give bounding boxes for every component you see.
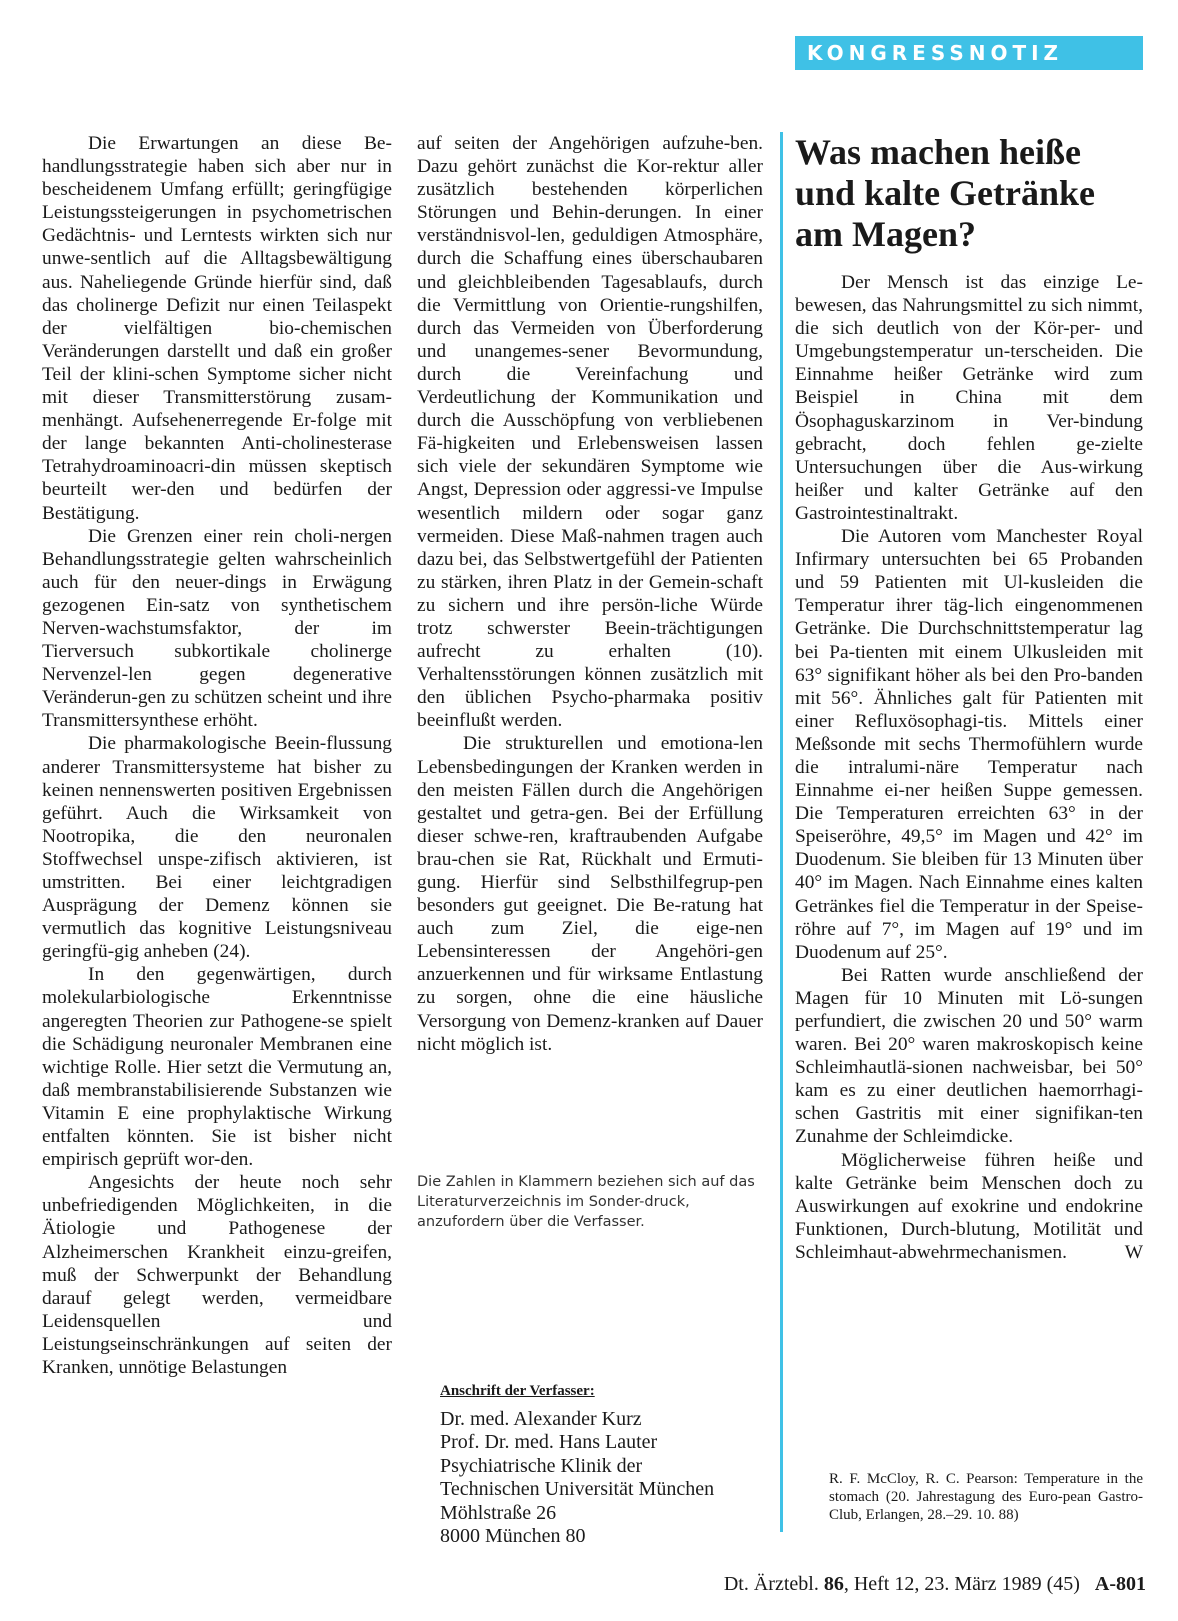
sidebar-headline: Was machen heiße und kalte Getränke am Magen? [795, 132, 1096, 254]
footnote: Die Zahlen in Klammern beziehen sich auf das Literaturverzeichnis im Sonder-druck, anzufordern über die Verfasser. [417, 1174, 755, 1230]
address-label: Anschrift der Verfasser: [440, 1383, 595, 1399]
paragraph: In den gegenwärtigen, durch molekularbiologische Erkenntnisse angeregten Theorien zur Pathogene-se spielt die Schädigung neuronaler Membranen eine wichtige Rolle. Hier setzt die Vermutung an, daß membranstabilisierende Substanzen wie Vitamin E eine prophylaktische Wirkung entfalten könnten. Sie ist bisher nicht empirisch geprüft wor-den. [42, 964, 392, 1171]
address-line: Psychiatrische Klinik der [440, 1454, 643, 1477]
address-line: Dr. med. Alexander Kurz [440, 1407, 642, 1430]
author-address [440, 1380, 770, 1549]
source-citation: R. F. McCloy, R. C. Pearson: Temperature in the stomach (20. Jahrestagung des Euro-pean Gastro-Club, Erlangen, 28.–29. 10. 88) [829, 1471, 1143, 1523]
journal-name: Dt. Ärztebl. [723, 1573, 819, 1595]
paragraph: Die Erwartungen an diese Be-handlungsstrategie haben sich aber nur in bescheidenem Umfang erfüllt; geringfügige Leistungssteigerungen in psychometrischen Gedächtnis- und Lerntests wirkten sich nur unwe-sentlich auf die Alltagsbewältigung aus. Naheliegende Gründe hierfür sind, daß das cholinerge Defizit nur einen Teilaspekt der vielfältigen bio-chemischen Veränderungen darstellt und daß ein großer Teil der klini-schen Symptome sicher nicht mit dieser Transmitterstörung zusam-menhängt. Aufsehenerregende Er-folge mit der lange bekannten Anti-cholinesterase Tetrahydroaminoacri-din müssen skeptisch beurteilt wer-den und bedürfen der Bestätigung. [42, 133, 392, 524]
paragraph [795, 1149, 1143, 1264]
address-line: 8000 München 80 [440, 1525, 586, 1547]
address-line: Technischen Universität München [440, 1478, 715, 1500]
article-column-1 [42, 132, 392, 1379]
paragraph: Die Autoren vom Manchester Royal Infirmary untersuchten bei 65 Probanden und 59 Patienten mit Ul-kusleiden die Temperatur ihrer täg-lich eingenommenen Getränke. Die Durchschnittstemperatur lag bei Pa-tienten mit einem Ulkusleiden mit 63° signifikant höher als bei den Pro-banden mit 56°. Ähnliches galt für Patienten mit einer Refluxösophagi-tis. Mittels einer Meßsonde mit sechs Thermofühlern wurde die intralumi-näre Temperatur nach Einnahme ei-ner heißen Suppe gemessen. Die Temperaturen erreichten 63° in der Speiseröhre, 49,5° im Magen und 42° im Duodenum. Sie bleiben für 13 Minuten über 40° im Magen. Nach Einnahme eines kalten Getränkes fiel die Temperatur in der Speise-röhre auf 7°, im Magen auf 19° und im Duodenum auf 25°. [795, 526, 1143, 963]
sidebar-article [795, 132, 1143, 1264]
paragraph: Die Grenzen einer rein choli-nergen Behandlungsstrategie gelten wahrscheinlich auch für den neuer-dings in Erwägung gezogenen Ein-satz von synthetischem Nerven-wachstumsfaktor, der im Tierversuch subkortikale cholinerge Nervenzel-len gegen degenerative Veränderun-gen zu schützen scheint und ihre Transmittersynthese erhöht. [42, 525, 392, 732]
sidebar-divider-rule [780, 132, 783, 1532]
address-line: Möhlstraße 26 [440, 1501, 557, 1524]
page-number: A-801 [1094, 1573, 1146, 1595]
issue-info: , Heft 12, 23. März 1989 (45) [843, 1573, 1080, 1595]
address-line: Prof. Dr. med. Hans Lauter [440, 1431, 658, 1453]
page-footer [724, 1573, 1146, 1596]
paragraph: Die strukturellen und emotiona-len Lebensbedingungen der Kranken werden in den meisten Fällen durch die Angehörigen gestaltet und getra-gen. Bei der Erfüllung dieser schwe-ren, kraftraubenden Aufgabe brau-chen sie Rat, Rückhalt und Ermuti-gung. Hierfür sind Selbsthilfegrup-pen besonders gut geeignet. Die Be-ratung hat auch zum Ziel, die eige-nen Lebensinteressen der Angehöri-gen anzuerkennen und für wirksame Entlastung zu sorgen, ohne die eine häusliche Versorgung von Demenz-kranken auf Dauer nicht möglich ist. [417, 733, 763, 1055]
journal-volume: 86 [823, 1573, 844, 1595]
paragraph: auf seiten der Angehörigen aufzuhe-ben. Dazu gehört zunächst die Kor-rektur aller zusätzlich bestehenden körperlichen Störungen und Behin-derungen. In einer verständnisvol-len, geduldigen Atmosphäre, durch die Schaffung eines überschaubaren und gleichbleibenden Tagesablaufs, durch die Vermittlung von Orientie-rungshilfen, durch das Vermeiden von Überforderung und unangemes-sener Bevormundung, durch die Vereinfachung und Verdeutlichung der Kommunikation und durch die Ausschöpfung von verbliebenen Fä-higkeiten und Erlebensweisen lassen sich viele der sekundären Symptome wie Angst, Depression oder aggressi-ve Impulse wesentlich mildern oder sogar ganz vermeiden. Diese Maß-nahmen tragen auch dazu bei, das Selbstwertgefühl der Patienten zu stärken, ihren Platz in der Gemein-schaft zu sichern und ihre persön-liche Würde trotz schwerster Beein-trächtigungen aufrecht zu erhalten (10). Verhaltensstörungen können zusätzlich mit den üblichen Psycho-pharmaka positiv beeinflußt werden. [417, 133, 763, 732]
author-signature: W [1124, 1241, 1143, 1263]
paragraph: Bei Ratten wurde anschließend der Magen für 10 Minuten mit Lö-sungen perfundiert, die zwischen 20 und 50° warm waren. Bei 20° waren makroskopisch keine Schleimhautlä-sionen nachweisbar, bei 50° kam es zu einer deutlichen haemorrhagi-schen Gastritis mit einer signifikan-ten Zunahme der Schleimdicke. [795, 964, 1143, 1148]
paragraph: Der Mensch ist das einzige Le-bewesen, das Nahrungsmittel zu sich nimmt, die sich deutlich von der Kör-per- und Umgebungstemperatur un-terscheiden. Die Einnahme heißer Getränke wird zum Beispiel in China mit dem Ösophaguskarzinom in Ver-bindung gebracht, doch fehlen ge-zielte Untersuchungen über die Aus-wirkung heißer und kalter Getränke auf den Gastrointestinaltrakt. [795, 272, 1143, 524]
paragraph: Angesichts der heute noch sehr unbefriedigenden Möglichkeiten, in die Ätiologie und Pathogenese der Alzheimerschen Krankheit einzu-greifen, muß der Schwerpunkt der Behandlung darauf gelegt werden, vermeidbare Leidensquellen und Leistungseinschränkungen auf seiten der Kranken, unnötige Belastungen [42, 1172, 392, 1378]
article-column-2 [417, 132, 763, 1056]
section-kicker: KONGRESSNOTIZ [795, 36, 1143, 70]
paragraph-text: Möglicherweise führen heiße und kalte Getränke beim Menschen doch zu Auswirkungen auf exokrine und endokrine Funktionen, Durch-blutung, Motilität und Schleimhaut-abwehrmechanismen. [795, 1149, 1143, 1263]
paragraph: Die pharmakologische Beein-flussung anderer Transmittersysteme hat bisher zu keinen nennenswerten positiven Ergebnissen geführt. Auch die Wirksamkeit von Nootropika, die den neuronalen Stoffwechsel unspe-zifisch aktivieren, ist umstritten. Bei einer leichtgradigen Ausprägung der Demenz können sie vermutlich das kognitive Leistungsniveau geringfü-gig anheben (24). [42, 733, 392, 963]
